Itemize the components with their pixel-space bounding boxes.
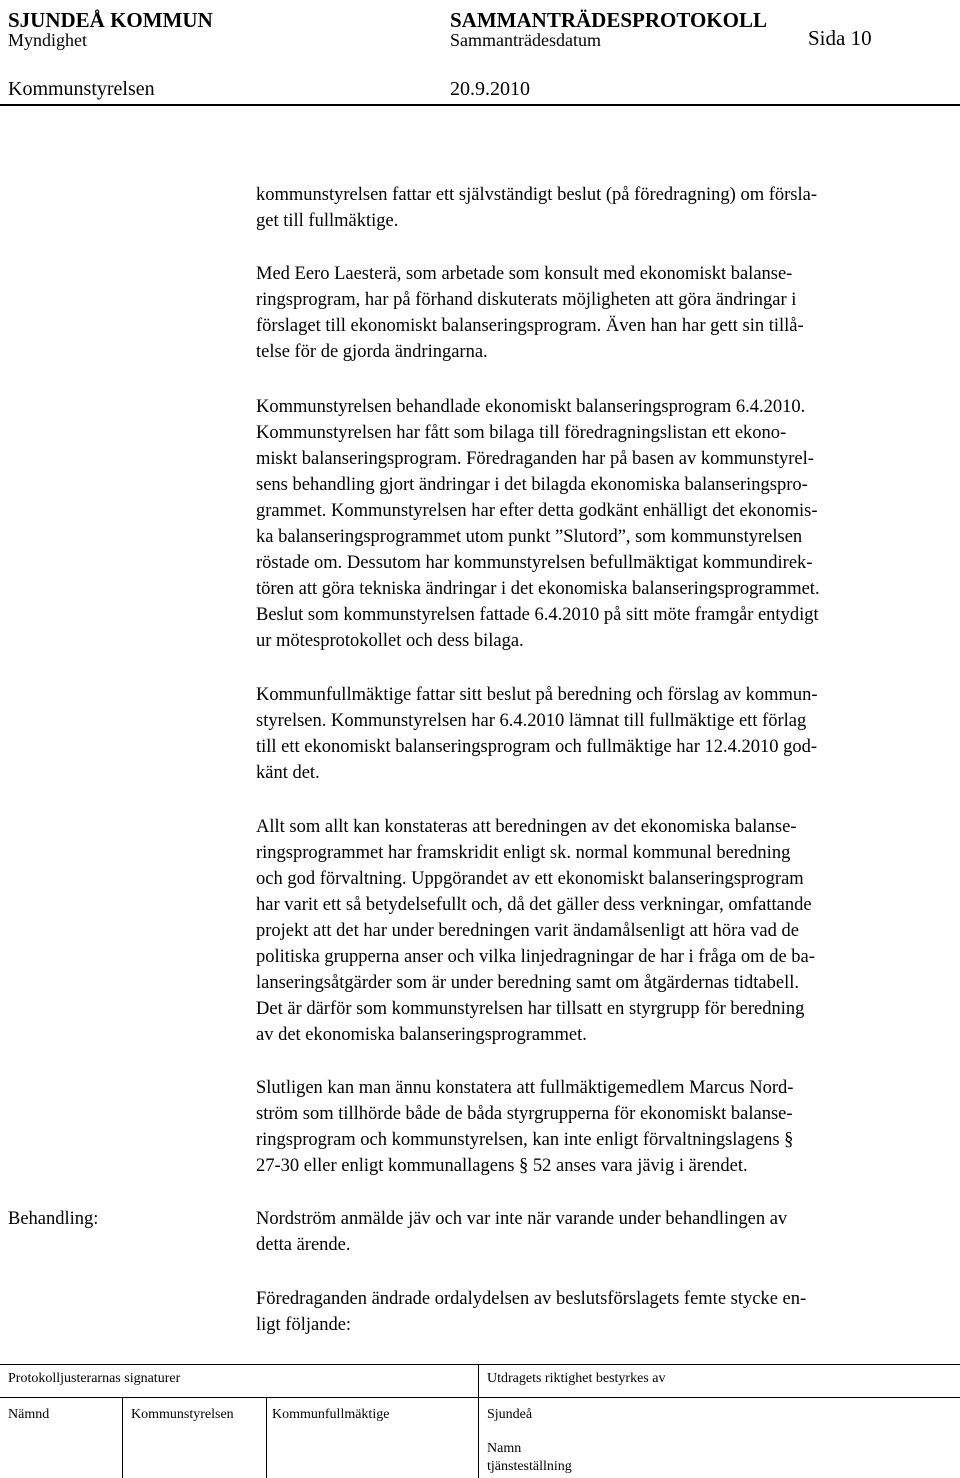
footer-top-rule [0,1364,960,1365]
footer-divider [478,1364,479,1478]
text-line: Kommunstyrelsen behandlade ekonomiskt balanseringsprogram 6.4.2010. [256,397,806,417]
text-line: grammet. Kommunstyrelsen har efter detta godkänt enhälligt det ekonomis- [256,501,818,521]
footer-col-divider-1 [122,1397,123,1478]
text-line: styrelsen. Kommunstyrelsen har 6.4.2010 lämnat till fullmäktige ett förlag [256,711,807,731]
behandling-text-2 [256,1286,956,1338]
text-line: projekt att det har under beredningen varit ändamålsenligt att höra vad de [256,921,799,941]
paragraph-4 [256,682,956,786]
text-line: ringsprogram och kommunstyrelsen, kan inte enligt förvaltningslagens § [256,1130,794,1150]
text-line: av det ekonomiska balanseringsprogrammet. [256,1025,587,1045]
text-line: 27-30 eller enligt kommunallagens § 52 anses vara jävig i ärendet. [256,1156,748,1176]
text-line: telse för de gjorda ändringarna. [256,342,488,362]
text-line: sens behandling gjort ändringar i det bilagda ekonomiska balanseringspro- [256,475,808,495]
position-label: tjänsteställning [487,1459,572,1474]
text-line: ur mötesprotokollet och dess bilaga. [256,631,524,651]
page-number: Sida 10 [808,26,872,50]
paragraph-2 [256,261,956,365]
text-line: ka balanseringsprogrammet utom punkt ”Slutord”, som kommunstyrelsen [256,527,803,547]
text-line: har varit ett så betydelsefullt och, då det gäller dess verkningar, omfattande [256,895,812,915]
text-line: detta ärende. [256,1235,351,1255]
text-line: Med Eero Laesterä, som arbetade som konsult med ekonomiskt balanse- [256,264,793,284]
text-line: miskt balanseringsprogram. Föredraganden har på basen av kommunstyrel- [256,449,814,469]
certified-label: Utdragets riktighet bestyrkes av [487,1371,666,1386]
name-label: Namn [487,1441,522,1456]
text-line: Kommunfullmäktige fattar sitt beslut på beredning och förslag av kommun- [256,685,818,705]
text-line: ström som tillhörde både de båda styrgrupperna för ekonomiskt balanse- [256,1104,793,1124]
signature-ks: Kommunstyrelsen [131,1407,234,1422]
text-line: Nordström anmälde jäv och var inte när varande under behandlingen av [256,1209,788,1229]
paragraph-3 [256,394,956,654]
text-line: Föredraganden ändrade ordalydelsen av beslutsförslagets femte stycke en- [256,1289,807,1309]
text-line: förslaget till ekonomiskt balanseringsprogram. Även han har gett sin tillå- [256,316,804,336]
org-name: SJUNDEÅ KOMMUN [8,8,213,32]
text-line: Det är därför som kommunstyrelsen har tillsatt en styrgrupp för beredning [256,999,805,1019]
text-line: lanseringsåtgärder som är under beredning samt om åtgärdernas tidtabell. [256,973,799,993]
paragraph-1 [256,182,956,234]
text-line: Beslut som kommunstyrelsen fattade 6.4.2010 på sitt möte framgår entydigt [256,605,819,625]
text-line: ringsprogrammet har framskridit enligt sk. normal kommunal beredning [256,843,791,863]
text-line: politiska grupperna anser och vilka linjedragningar de har i fråga om de ba- [256,947,815,967]
doc-type: SAMMANTRÄDESPROTOKOLL [450,8,767,32]
text-line: till ett ekonomiskt balanseringsprogram och fullmäktige har 12.4.2010 god- [256,737,818,757]
footer-col-divider-2 [266,1397,267,1478]
text-line: ringsprogram, har på förhand diskuterats möjligheten att göra ändringar i [256,290,797,310]
header-rule [0,104,960,106]
text-line: get till fullmäktige. [256,211,399,231]
paragraph-6 [256,1075,956,1179]
text-line: Allt som allt kan konstateras att beredningen av det ekonomiska balanse- [256,817,797,837]
place-label: Sjundeå [487,1407,533,1422]
text-line: Slutligen kan man ännu konstatera att fullmäktigemedlem Marcus Nord- [256,1078,794,1098]
signature-kf: Kommunfullmäktige [272,1407,390,1422]
text-line: tören att göra tekniska ändringar i det ekonomiska balanseringsprogrammet. [256,579,820,599]
text-line: kommunstyrelsen fattar ett självständigt beslut (på föredragning) om försla- [256,185,818,205]
text-line: känt det. [256,763,320,783]
authority: Kommunstyrelsen [8,78,155,100]
text-line: Kommunstyrelsen har fått som bilaga till föredragningslistan ett ekono- [256,423,787,443]
paragraph-5 [256,814,956,1048]
authority-label: Myndighet [8,30,87,50]
behandling-text [256,1206,956,1258]
text-line: ligt följande: [256,1315,352,1335]
meeting-date: 20.9.2010 [450,78,530,100]
footer-mid-rule [0,1397,960,1398]
text-line: och god förvaltning. Uppgörandet av ett ekonomiskt balanseringsprogram [256,869,804,889]
signatures-label: Protokolljusterarnas signaturer [8,1371,181,1386]
text-line: röstade om. Dessutom har kommunstyrelsen befullmäktigat kommundirek- [256,553,813,573]
date-label: Sammanträdesdatum [450,30,601,50]
behandling-label: Behandling: [8,1209,99,1229]
namnd-label: Nämnd [8,1407,50,1422]
